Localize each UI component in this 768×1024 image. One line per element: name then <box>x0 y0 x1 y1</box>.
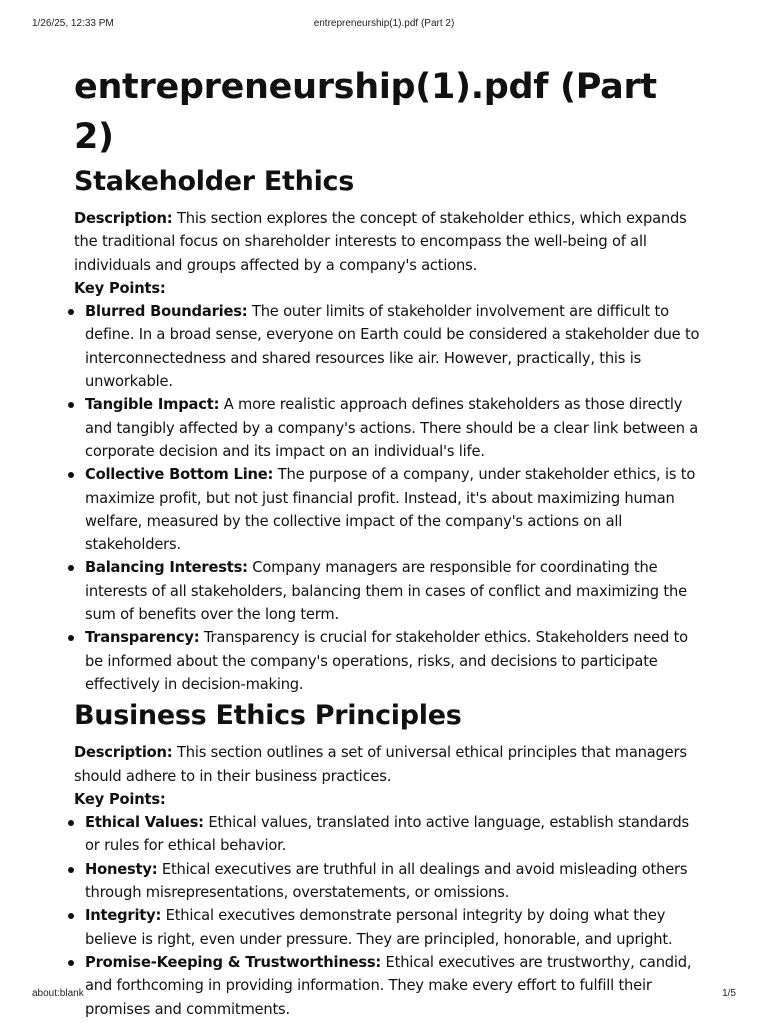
description-text: This section outlines a set of universal ethical principles that managers should adhere to in their business practices. <box>74 744 687 785</box>
description-label: Description: <box>74 210 173 227</box>
point-text: A more realistic approach defines stakeholders as those directly and tangibly affected by a company's actions. There should be a clear link between a corporate decision and its impact on an individual's life. <box>85 396 699 460</box>
section-description <box>74 207 700 277</box>
list-item <box>74 556 700 626</box>
point-text: Transparency is crucial for stakeholder ethics. Stakeholders need to be informed about the company's operations, risks, and decisions to participate effectively in decision-making. <box>85 629 688 693</box>
section-description <box>74 741 700 788</box>
list-item <box>74 393 700 463</box>
point-term: Honesty: <box>85 860 158 878</box>
section-stakeholder-ethics <box>74 162 700 696</box>
print-footer <box>32 988 736 1002</box>
section-title: Stakeholder Ethics <box>74 166 354 197</box>
key-points-label: Key Points: <box>74 790 166 808</box>
print-title: entrepreneurship(1).pdf (Part 2) <box>313 18 455 29</box>
point-text: Company managers are responsible for coordinating the interests of all stakeholders, balancing them in cases of conflict and maximizing the sum of benefits over the long term. <box>85 559 687 624</box>
list-item <box>74 300 700 393</box>
description-text: This section explores the concept of stakeholder ethics, which expands the traditional focus on shareholder interests to encompass the well-being of all individuals and groups affected by a company's actions. <box>74 210 687 274</box>
point-term: Tangible Impact: <box>85 396 220 414</box>
point-term: Integrity: <box>85 907 162 925</box>
point-text: Ethical executives demonstrate personal integrity by doing what they believe is right, even under pressure. They are principled, honorable, and upright. <box>85 907 673 948</box>
description-label: Description: <box>74 744 173 762</box>
print-date: 1/26/25, 12:33 PM <box>32 18 114 29</box>
point-text: The purpose of a company, under stakeholder ethics, is to maximize profit, but not just financial profit. Instead, it's about maximizing human welfare, measured by the collective impact of the company's actions on all stakeholders. <box>85 466 696 554</box>
point-text: Ethical values, translated into active language, establish standards or rules for ethical behavior. <box>85 814 689 855</box>
document-title: entrepreneurship(1).pdf (Part 2) <box>74 67 657 157</box>
point-term: Transparency: <box>85 629 200 647</box>
section-title: Business Ethics Principles <box>74 700 462 732</box>
section-business-ethics-principles <box>74 696 700 1021</box>
list-item <box>74 811 700 858</box>
list-item <box>74 858 700 905</box>
list-item <box>74 463 700 556</box>
point-term: Balancing Interests: <box>85 559 248 577</box>
list-item <box>74 904 700 951</box>
print-url: about:blank <box>32 988 84 999</box>
point-text: The outer limits of stakeholder involvement are difficult to define. In a broad sense, everyone on Earth could be considered a stakeholder due to interconnectedness and shared resources like air. However, practically, this is unworkable. <box>85 303 700 391</box>
point-text: Ethical executives are truthful in all dealings and avoid misleading others through misrepresentations, overstatements, or omissions. <box>85 860 688 902</box>
point-text: Ethical executives are trustworthy, candid, and forthcoming in providing information. They make every effort to fulfill their promises and commitments. <box>85 953 692 1018</box>
print-header <box>32 18 736 32</box>
point-term: Collective Bottom Line: <box>85 466 274 484</box>
list-item <box>74 951 700 1021</box>
list-item <box>74 626 700 696</box>
key-points-list <box>74 300 700 696</box>
page-number: 1/5 <box>722 988 736 999</box>
document-body <box>74 62 700 1021</box>
key-points-label: Key Points: <box>74 279 166 297</box>
point-term: Ethical Values: <box>85 814 204 832</box>
point-term: Blurred Boundaries: <box>85 303 248 321</box>
point-term: Promise-Keeping & Trustworthiness: <box>85 953 382 971</box>
